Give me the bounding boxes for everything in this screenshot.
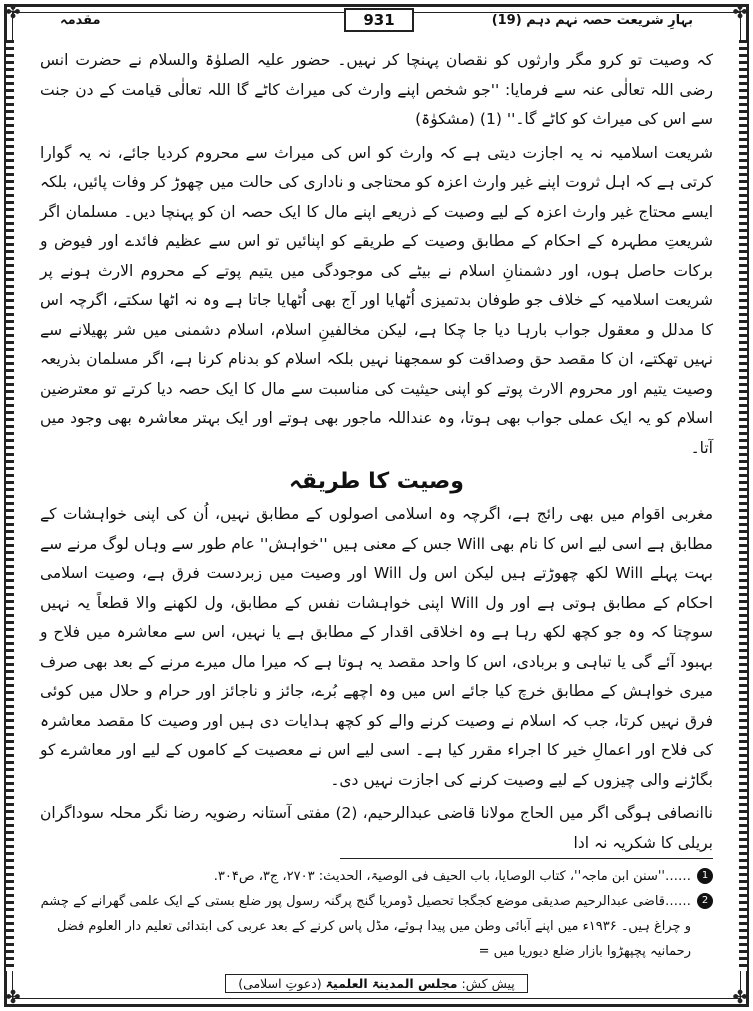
paragraph: شریعت اسلامیہ نہ یہ اجازت دیتی ہے کہ وارث کو اس کی میراث سے محروم کردیا جائے، نہ یہ گوارا کرتی ہے کہ اہل ثروت اپنے غیر وارث اعزہ کو محتاجی و ناداری کی حالت میں چھوڑ کر وفات پائیں، بلکہ ایسے محتاج غیر وارث اعزہ کے لیے وصیت کے ذریعے اپنے مال کا ایک حصہ ان کو پہنچا دیں۔ مسلمان اگر شریعتِ مطہرہ کے احکام کے مطابق وصیت کے طریقے کو اپنائیں تو اس سے عظیم فائدے اور فیوض و برکات حاصل ہوں، اور دشمنانِ اسلام نے بیٹے کی موجودگی میں یتیم پوتے کے محروم الارث ہونے پر شریعت اسلامیہ کے خلاف جو طوفان بدتمیزی اُٹھایا اور آج بھی اُٹھایا جاتا ہے وہ نہ اٹھا سکتے، اگرچہ اس کا مدلل و معقول جواب بارہا دیا جا چکا ہے، لیکن مخالفینِ اسلام، اسلام دشمنی میں شر پھیلانے سے نہیں تھکتے، ان کا مقصد حق وصداقت کو سمجھنا نہیں بلکہ اسلام کو بدنام کرنا ہے، اگر مسلمان بذریعہ وصیت یتیم اور محروم الارث پوتے کو اپنی حیثیت کی مناسبت سے مال کا ایک حصہ دیا کرتے تو معترضین اسلام کو یہ ایک عملی جواب بھی ہوتا، وہ عنداللہ ماجور بھی ہوتے اور ایک بہتر معاشرہ بھی وجود میں آتا۔ — [40, 143, 713, 457]
page-footer — [0, 973, 753, 997]
footnote — [40, 864, 713, 889]
corner-ornament-icon: ✤ — [732, 987, 748, 1008]
corner-ornament-icon: ✤ — [732, 2, 748, 23]
page-header — [24, 8, 729, 32]
page-number: 931 — [344, 8, 414, 32]
left-ornament — [6, 40, 14, 971]
paragraph: کہ وصیت تو کرو مگر وارثوں کو نقصان پہنچا کر نہیں۔ حضور علیہ الصلوٰۃ والسلام نے حضرت انس رضی اللہ تعالٰی عنہ سے فرمایا: ''جو شخص اپنے وارث کی میراث کاٹے گا اللہ تعالٰی قیامت کے دن جنت سے اس کی میراث کو کاٹے گا۔'' (1) (مشکوٰۃ) — [40, 51, 713, 128]
publisher-name: مجلس المدینۃ العلمیۃ — [325, 976, 458, 991]
publisher-sub: (دعوتِ اسلامی) — [238, 976, 322, 991]
right-ornament — [739, 40, 747, 971]
corner-ornament-icon: ✤ — [5, 987, 21, 1008]
footnote-text: ……قاضی عبدالرحیم صدیقی موضع کجگجا تحصیل ڈومریا گنج پرگنہ رسول پور ضلع بستی کے ایک علمی گھرانے کے چشم و چراغ ہیں۔ ۱۹۳۶ء میں اپنے آبائی وطن میں پیدا ہوئے، مڈل پاس کرنے کے بعد عربی کی ابتدائی تعلیم دار العلوم فضل رحمانیہ پچپھڑوا بازار ضلع دیوریا میں = — [40, 894, 691, 959]
paragraph: ناانصافی ہوگی اگر میں الحاج مولانا قاضی عبدالرحیم، (2) مفتی آستانہ رضویہ رضا نگر محلہ سوداگران بریلی کا شکریہ نہ ادا — [40, 804, 713, 852]
section-name: مقدمہ — [60, 13, 101, 28]
footnote-number: 2 — [697, 893, 713, 909]
corner-ornament-icon: ✤ — [5, 2, 21, 23]
section-heading: وصیت کا طریقہ — [289, 469, 464, 494]
publisher-box — [225, 974, 528, 993]
footer-label: پیش کش: — [461, 976, 515, 991]
paragraph: مغربی اقوام میں بھی رائج ہے، اگرچہ وہ اسلامی اصولوں کے مطابق نہیں، اُن کی اپنی خواہشات کے مطابق ہے اسی لیے اس کا نام بھی Will جس کے معنی ہیں ''خواہش'' عام طور سے وہاں لوگ مرنے سے بہت پہلے Will لکھ چھوڑتے ہیں لیکن اس ول Will اور وصیت میں زبردست فرق ہے، وصیت اسلامی احکام کے مطابق ہوتی ہے اور ول Will اپنی خواہشات نفس کے مطابق، ول لکھنے والا قطعاً یہ نہیں سوچتا کہ وہ جو کچھ لکھ رہا ہے وہ اخلاقی اقدار کے مطابق ہے یا نہیں، اس سے معاشرہ میں فلاح و بہبود آئے گی یا تباہی و بربادی، اس کا واحد مقصد یہ ہوتا ہے کہ میرا مال میرے مرنے کے بعد بھی صرف میری خواہش کے مطابق خرچ کیا جائے اس میں وہ اچھے بُرے، جائز و ناجائز اور حرام و حلال میں کوئی فرق نہیں کرتا، جب کہ اسلام نے وصیت کرنے والے کو کچھ ہدایات دی ہیں اور وصیت کا مقصد معاشرہ کی فلاح اور اعمالِ خیر کا اجراء مقرر کیا ہے۔ اسی لیے اس نے معصیت کے کاموں کے لیے اور معاشرے کو بگاڑنے والی چیزوں کے لیے وصیت کرنے کی اجازت نہیں دی۔ — [40, 505, 713, 789]
book-title: بہارِ شریعت حصہ نہم دہم (19) — [491, 13, 693, 28]
footnote-number: 1 — [697, 868, 713, 884]
footnote-text: ……''سنن ابن ماجہ''، کتاب الوصایا، باب الحیف فی الوصیۃ، الحدیث: ۲۷۰۳، ج۳، ص۳۰۴. — [213, 869, 691, 884]
main-text — [40, 46, 713, 862]
footnote — [40, 889, 713, 964]
footnotes — [40, 864, 713, 964]
footnote-divider — [340, 858, 713, 859]
